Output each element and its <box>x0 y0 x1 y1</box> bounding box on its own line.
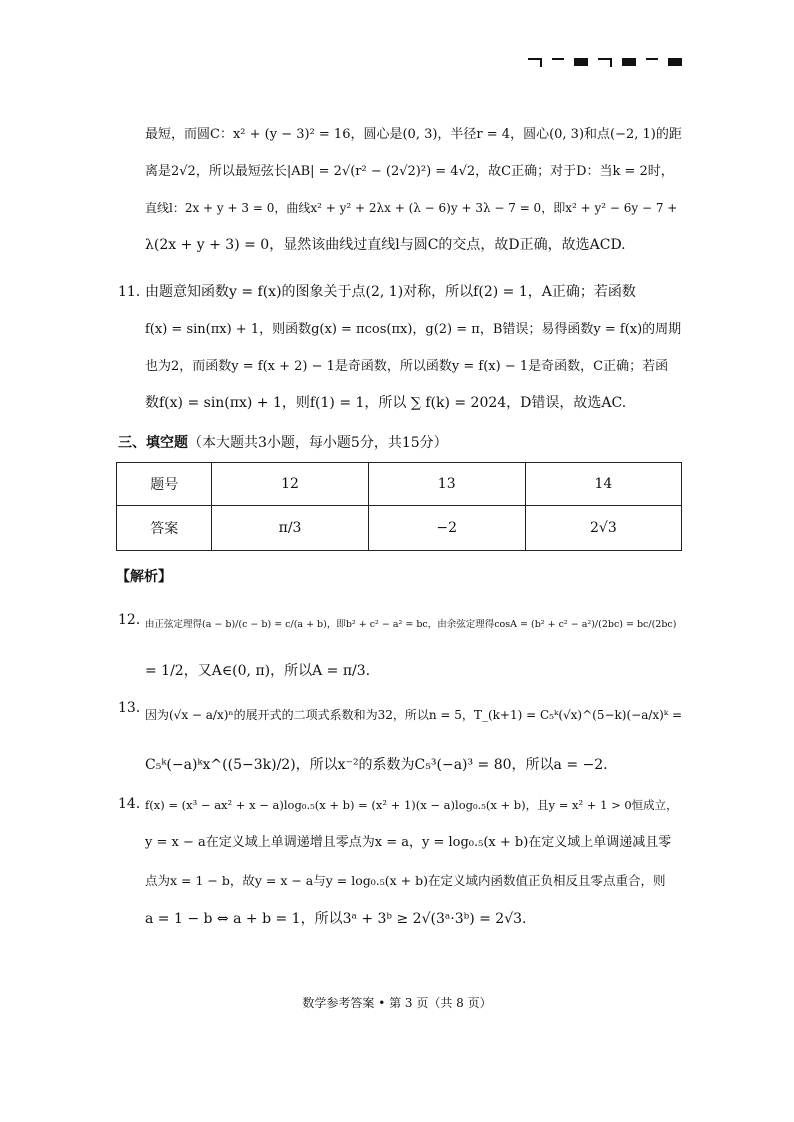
problem-11 <box>145 274 685 422</box>
problem-13 <box>145 690 685 790</box>
text-line: a = 1 − b ⇔ a + b = 1，所以3ᵃ + 3ᵇ ≥ 2√(3ᵃ·3ᵇ) = 2√3. <box>145 911 527 927</box>
text-line: 由题意知函数y = f(x)的图象关于点(2, 1)对称，所以f(2) = 1，A正确；若函数 <box>145 284 636 300</box>
text-line: C₅ᵏ(−a)ᵏx^((5−3k)/2)，所以x⁻²的系数为C₅³(−a)³ = 80，所以a = −2. <box>145 757 608 773</box>
table-row <box>117 506 682 551</box>
row-answer-cell: 答案 <box>117 506 212 551</box>
problem-12-number: 12． <box>118 612 150 628</box>
mark-corner <box>598 58 612 67</box>
text-line: y = x − a在定义域上单调递增且零点为x = a，y = log₀.₅(x + b)在定义域上单调递减且零 <box>145 835 672 850</box>
answer-cell: −2 <box>368 506 525 551</box>
text-line: 直线l：2x + y + 3 = 0，曲线x² + y² + 2λx + (λ − 6)y + 3λ − 7 = 0，即x² + y² − 6y − 7 + <box>145 201 678 215</box>
text-line: 离是2√2，所以最短弦长|AB| = 2√(r² − (2√2)²) = 4√2，故C正确；对于D：当k = 2时， <box>145 164 674 179</box>
problem-14 <box>145 786 685 938</box>
answer-cell: π/3 <box>212 506 368 551</box>
text-line: 数f(x) = sin(πx) + 1，则f(1) = 1，所以 ∑ f(k) = 2024，D错误，故选AC. <box>145 395 627 411</box>
section-header <box>118 432 448 454</box>
question-number-cell: 14 <box>525 463 681 506</box>
mark-dash <box>552 58 564 60</box>
problem-11-number: 11． <box>118 284 150 300</box>
problem-13-number: 13． <box>118 700 150 716</box>
answer-table <box>116 462 682 551</box>
text-line: 由正弦定理得(a − b)/(c − b) = c/(a + b)，即b² + c² − a² = bc，由余弦定理得cosA = (b² + c² − a²)/(2bc) = bc/(2bc) <box>145 619 677 630</box>
problem-12 <box>145 602 685 694</box>
text-line: 因为(√x − a/x)ⁿ的展开式的二项式系数和为32，所以n = 5，T_(k+1) = C₅ᵏ(√x)^(5−k)(−a/x)ᵏ = <box>145 708 683 722</box>
section-title: 三、填空题 <box>118 435 188 451</box>
text-line: 最短，而圆C：x² + (y − 3)² = 16，圆心是(0, 3)，半径r = 4，圆心(0, 3)和点(−2, 1)的距 <box>145 127 682 142</box>
mark-corner <box>528 58 542 67</box>
question-number-cell: 13 <box>368 463 525 506</box>
problem-10-continued <box>145 116 685 264</box>
analysis-label: 【解析】 <box>116 569 172 585</box>
text-line: = 1/2，又A∈(0, π)，所以A = π/3. <box>145 663 371 679</box>
text-line: 点为x = 1 − b，故y = x − a与y = log₀.₅(x + b)在定义域内函数值正负相反且零点重合，则 <box>145 873 666 888</box>
text-line: f(x) = (x³ − ax² + x − a)log₀.₅(x + b) = (x² + 1)(x − a)log₀.₅(x + b)，且y = x² + 1 > 0恒成立， <box>145 798 678 812</box>
text-line: 也为2，而函数y = f(x + 2) − 1是奇函数，所以函数y = f(x) − 1是奇函数，C正确；若函 <box>145 359 669 374</box>
problem-14-number: 14． <box>118 796 150 812</box>
table-row <box>117 463 682 506</box>
section-note: （本大题共3小题，每小题5分，共15分） <box>188 435 448 451</box>
mark-block <box>668 58 682 66</box>
mark-dash <box>646 58 658 60</box>
answer-cell: 2√3 <box>525 506 681 551</box>
mark-block <box>622 58 636 66</box>
page-footer: 数学参考答案 • 第 3 页（共 8 页） <box>302 996 492 1010</box>
question-number-cell: 12 <box>212 463 368 506</box>
header-marks <box>528 58 682 67</box>
row-header-cell: 题号 <box>117 463 212 506</box>
mark-block <box>574 58 588 66</box>
text-line: λ(2x + y + 3) = 0，显然该曲线过直线l与圆C的交点，故D正确，故选ACD. <box>145 237 626 253</box>
text-line: f(x) = sin(πx) + 1，则函数g(x) = πcos(πx)，g(2) = π，B错误；易得函数y = f(x)的周期 <box>145 322 682 337</box>
